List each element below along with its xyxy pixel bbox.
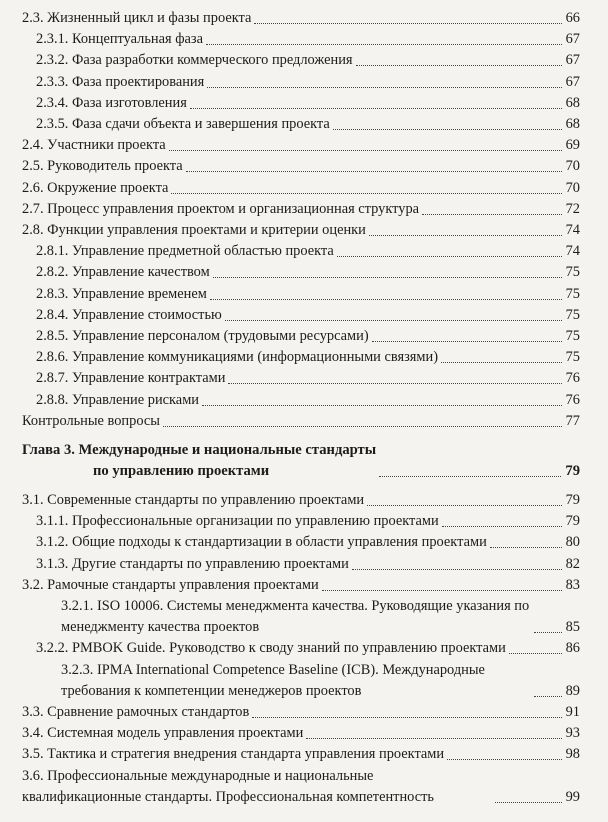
toc-entry xyxy=(0,660,608,702)
toc-entry-title: 2.3. Жизненный цикл и фазы проекта xyxy=(22,10,252,26)
toc-dot-leader xyxy=(442,526,562,527)
toc-entry xyxy=(0,50,608,71)
toc-dot-leader xyxy=(186,171,562,172)
toc-page-number: 79 xyxy=(565,492,580,508)
toc-entry-line xyxy=(36,50,580,71)
toc-entry-title: Контрольные вопросы xyxy=(22,412,160,429)
toc-entry-line xyxy=(22,199,580,220)
toc-entry-line xyxy=(22,575,580,596)
toc-entry xyxy=(0,241,608,262)
toc-entry-title: 3.5. Тактика и стратегия внедрения стандарта управления проектами xyxy=(22,746,445,763)
toc-entry-line xyxy=(36,638,580,659)
toc-entry xyxy=(0,220,608,241)
chapter-page-number: 79 xyxy=(565,463,580,479)
toc-entry-line xyxy=(36,347,580,368)
toc-dot-leader xyxy=(356,65,562,66)
toc-entry-line xyxy=(36,390,580,411)
toc-entry-line xyxy=(36,114,580,135)
toc-dot-leader xyxy=(190,108,562,109)
toc-page-number: 70 xyxy=(565,179,580,196)
toc-dot-leader xyxy=(322,590,562,591)
toc-page-number: 80 xyxy=(565,534,580,551)
toc-entry-title: 2.8.5. Управление персоналом (трудовыми ресурсами) xyxy=(36,328,369,344)
toc-page-number: 83 xyxy=(565,576,580,593)
toc-dot-leader xyxy=(206,44,562,45)
toc-dot-leader xyxy=(207,87,561,88)
toc-entry-line xyxy=(22,702,580,723)
toc-dot-leader xyxy=(422,214,562,215)
toc-page-number: 75 xyxy=(565,328,580,344)
toc-dot-leader xyxy=(534,632,562,633)
toc-entry xyxy=(0,368,608,389)
toc-page-number: 72 xyxy=(565,200,580,217)
toc-entry xyxy=(0,284,608,305)
toc-entry-title: 3.4. Системная модель управления проектами xyxy=(22,725,304,742)
toc-entry-line xyxy=(36,305,580,326)
toc-entry-title: 2.8.2. Управление качеством xyxy=(36,264,210,281)
toc-page-number: 75 xyxy=(565,349,580,366)
toc-page-number: 91 xyxy=(565,704,580,720)
toc-entry xyxy=(0,93,608,114)
toc-entry xyxy=(0,638,608,659)
toc-entry xyxy=(0,702,608,723)
toc-entry-title: 2.8.6. Управление коммуникациями (информационными связями) xyxy=(36,349,439,366)
toc-entry-line xyxy=(22,723,580,744)
toc-entry-title: 3.1.2. Общие подходы к стандартизации в области управления проектами xyxy=(36,534,487,551)
chapter-heading xyxy=(0,440,608,486)
toc-dot-leader xyxy=(225,320,562,321)
toc-page-number: 75 xyxy=(565,264,580,281)
toc-page-number: 70 xyxy=(565,158,580,175)
toc-entry-title: 2.5. Руководитель проекта xyxy=(22,158,183,175)
toc-dot-leader xyxy=(210,299,562,300)
toc-entry-line xyxy=(36,284,580,305)
toc-page-number: 77 xyxy=(565,412,580,429)
toc-entry xyxy=(0,347,608,368)
toc-entry-title: 2.8.8. Управление рисками xyxy=(36,391,199,408)
toc-entry-line xyxy=(36,29,580,50)
toc-entry xyxy=(0,178,608,199)
toc-page-number: 75 xyxy=(565,285,580,302)
toc-page-number: 98 xyxy=(565,746,580,763)
toc-entry-line xyxy=(22,220,580,241)
toc-page-number: 75 xyxy=(565,306,580,323)
toc-page-number: 82 xyxy=(565,555,580,572)
toc-dot-leader xyxy=(213,277,562,278)
toc-entry xyxy=(0,135,608,156)
toc-entry-line xyxy=(61,660,580,702)
toc-entry-title: 2.3.2. Фаза разработки коммерческого предложения xyxy=(36,52,353,69)
toc-dot-leader xyxy=(337,256,562,257)
chapter-title-line1: Глава 3. Международные и национальные стандарты xyxy=(22,442,377,458)
toc-entry xyxy=(0,596,608,638)
toc-dot-leader xyxy=(254,23,561,24)
toc-entry-title: 2.8.3. Управление временем xyxy=(36,285,207,302)
toc-dot-leader xyxy=(169,150,562,151)
toc-entry-title: 3.1.1. Профессиональные организации по управлению проектами xyxy=(36,513,439,530)
toc-page-number: 89 xyxy=(565,682,580,699)
toc-page-number: 68 xyxy=(565,94,580,111)
toc-entry xyxy=(0,723,608,744)
toc-page-number: 99 xyxy=(565,788,580,805)
toc-entry-title: 3.1. Современные стандарты по управлению проектами xyxy=(22,492,365,508)
toc-entry-title: 2.8.1. Управление предметной областью проекта xyxy=(36,243,334,260)
toc-entry xyxy=(0,511,608,532)
toc-entry-line xyxy=(36,72,580,93)
toc-entry xyxy=(0,554,608,575)
toc-entry xyxy=(0,305,608,326)
toc-dot-leader xyxy=(441,362,562,363)
toc-dot-leader xyxy=(333,129,562,130)
toc-entry-line xyxy=(22,411,580,432)
toc-dot-leader xyxy=(352,569,562,570)
toc-entry xyxy=(0,262,608,283)
toc-entry xyxy=(0,156,608,177)
toc-page-number: 85 xyxy=(565,619,580,635)
toc-entry-title: 2.4. Участники проекта xyxy=(22,137,166,154)
toc-entry-line xyxy=(36,326,580,347)
toc-entry-line xyxy=(22,156,580,177)
toc-entry xyxy=(0,532,608,553)
toc-dot-leader xyxy=(490,547,562,548)
toc-entry-line xyxy=(61,596,580,638)
toc-dot-leader xyxy=(163,426,562,427)
toc-entry xyxy=(0,8,608,29)
toc-entry-title: 2.3.4. Фаза изготовления xyxy=(36,94,187,111)
toc-page-number: 74 xyxy=(565,243,580,260)
toc-page-number: 76 xyxy=(565,391,580,408)
toc-dot-leader xyxy=(171,193,561,194)
toc-entry-title: 3.6. Профессиональные международные и национальные квалификационные стандарты. Профессиональная компетентность xyxy=(22,767,434,805)
toc-dot-leader xyxy=(509,653,562,654)
toc-page-number: 68 xyxy=(565,116,580,132)
toc-entry xyxy=(0,411,608,432)
toc-entry-line xyxy=(22,135,580,156)
toc-page-number: 74 xyxy=(565,222,580,238)
toc-dot-leader xyxy=(369,235,562,236)
toc-entry-line xyxy=(36,262,580,283)
chapter-title xyxy=(22,440,376,482)
toc-entry xyxy=(0,490,608,511)
toc-entry-line xyxy=(22,490,580,511)
toc-entry xyxy=(0,199,608,220)
toc-entry xyxy=(0,29,608,50)
toc-entry-line xyxy=(36,93,580,114)
toc-entry-line xyxy=(36,511,580,532)
toc-entry-title: 2.3.3. Фаза проектирования xyxy=(36,73,205,90)
toc-page-number: 67 xyxy=(565,73,580,90)
toc-page-number: 76 xyxy=(565,370,580,387)
toc-entry-title: 3.3. Сравнение рамочных стандартов xyxy=(22,704,250,720)
toc-page-number: 66 xyxy=(565,10,580,26)
toc-entry xyxy=(0,72,608,93)
toc-page-number: 67 xyxy=(565,31,580,48)
toc-entry-title: 2.6. Окружение проекта xyxy=(22,179,169,196)
toc-dot-leader xyxy=(372,341,562,342)
toc-entry-title: 3.2.3. IPMA International Competence Baseline (ICB). Международные требования к компетенции менеджеров проектов xyxy=(61,661,485,699)
toc-entry-line xyxy=(22,744,580,765)
toc-page-number: 69 xyxy=(565,137,580,154)
toc-page-number: 93 xyxy=(565,725,580,742)
toc-entry-title: 3.2.1. ISO 10006. Системы менеджмента качества. Руководящие указания по менеджменту качества проектов xyxy=(61,598,530,635)
toc-dot-leader xyxy=(447,759,561,760)
toc-entry-title: 2.8. Функции управления проектами и критерии оценки xyxy=(22,222,366,238)
toc-entry xyxy=(0,575,608,596)
toc-entry-line xyxy=(22,178,580,199)
toc-entry-line xyxy=(36,368,580,389)
toc-dot-leader xyxy=(367,505,561,506)
toc-dot-leader xyxy=(252,717,561,718)
toc-dot-leader xyxy=(534,696,562,697)
toc-entry-line xyxy=(22,8,580,29)
toc-entry-line xyxy=(36,532,580,553)
toc-entry xyxy=(0,114,608,135)
toc-entry-title: 3.2. Рамочные стандарты управления проектами xyxy=(22,576,319,593)
toc-dot-leader xyxy=(495,802,562,803)
toc-page-number: 79 xyxy=(565,513,580,530)
toc-entry xyxy=(0,326,608,347)
toc-page-number: 86 xyxy=(565,640,580,657)
toc-entry xyxy=(0,390,608,411)
toc-entry-line xyxy=(22,766,580,808)
toc-page-number: 67 xyxy=(565,52,580,69)
toc-entry xyxy=(0,766,608,808)
toc-entry-line xyxy=(36,241,580,262)
toc-dot-leader xyxy=(202,405,562,406)
chapter-title-line2: по управлению проектами xyxy=(93,463,270,479)
toc-dot-leader xyxy=(379,476,561,477)
toc-entry-title: 2.8.4. Управление стоимостью xyxy=(36,306,222,323)
toc-dot-leader xyxy=(306,738,561,739)
chapter-heading-line xyxy=(22,440,580,482)
toc-entry xyxy=(0,744,608,765)
toc-entry-title: 2.8.7. Управление контрактами xyxy=(36,370,226,387)
toc-entry-title: 3.2.2. PMBOK Guide. Руководство к своду знаний по управлению проектами xyxy=(36,640,506,657)
toc-entry-title: 2.7. Процесс управления проектом и организационная структура xyxy=(22,200,420,217)
toc-entry-title: 2.3.5. Фаза сдачи объекта и завершения проекта xyxy=(36,116,330,132)
toc-entry-title: 3.1.3. Другие стандарты по управлению проектами xyxy=(36,555,349,572)
toc-entry-line xyxy=(36,554,580,575)
toc-entry-title: 2.3.1. Концептуальная фаза xyxy=(36,31,203,48)
toc-dot-leader xyxy=(228,383,561,384)
